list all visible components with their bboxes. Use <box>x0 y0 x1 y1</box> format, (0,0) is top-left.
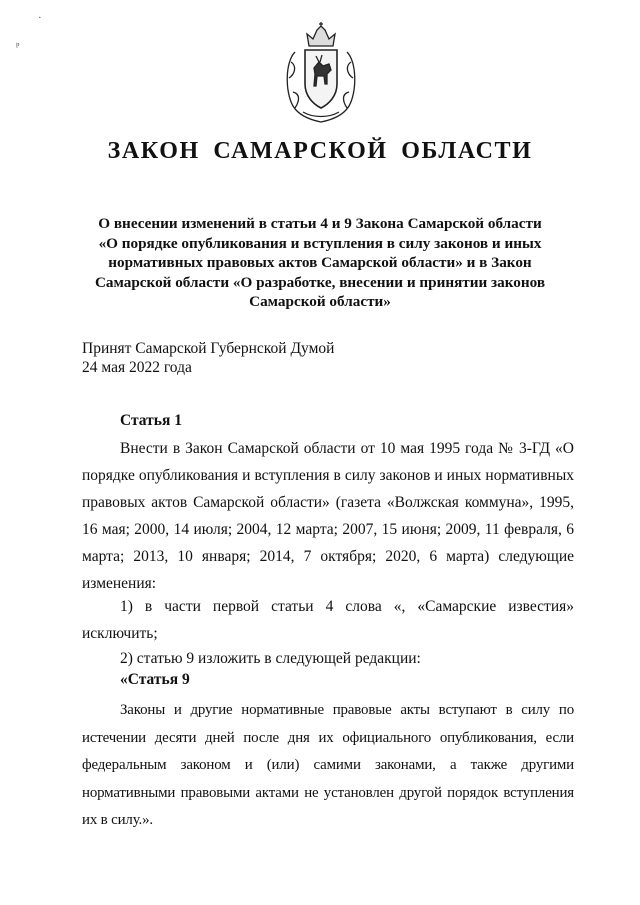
scan-mark: ᵖ <box>16 40 20 52</box>
adopted-by-line: Принят Самарской Губернской Думой <box>82 340 335 357</box>
coat-of-arms-emblem <box>283 22 359 124</box>
law-subtitle: О внесении изменений в статьи 4 и 9 Закона Самарской области «О порядке опубликования и вступления в силу законов и иных нормативных правовых актов Самарской области» и в Закон Самарской области «О разработке, внесении и принятии законов Самарской области» <box>94 215 546 310</box>
law-title: ЗАКОН САМАРСКОЙ ОБЛАСТИ <box>107 138 533 164</box>
scan-mark: · <box>38 12 42 24</box>
article-1-item-2: 2) статью 9 изложить в следующей редакции: <box>120 650 421 667</box>
article-9-text: Законы и другие нормативные правовые акты вступают в силу по истечении десяти дней после дня их официального опубликования, если федеральным законом и (или) самими законами, а также другими нормативными правовыми актами не установлен другой порядок вступления их в силу.». <box>82 702 574 828</box>
article-1-intro-paragraph: Внести в Закон Самарской области от 10 мая 1995 года № 3-ГД «О порядке опубликования и вступления в силу законов и иных нормативных правовых актов Самарской области» (газета «Волжская коммуна», 1995, 16 мая; 2000, 14 июля; 2004, 12 марта; 2007, 15 июня; 2009, 11 февраля, 6 марта; 2013, 10 января; 2014, 7 октября; 2020, 6 марта) следующие изменения: <box>82 440 574 592</box>
article-1-item-1: 1) в части первой статьи 4 слова «, «Самарские известия» исключить; <box>82 598 574 642</box>
article-9-title: «Статья 9 <box>120 671 190 688</box>
article-1-title: Статья 1 <box>120 412 182 429</box>
adopted-date: 24 мая 2022 года <box>82 359 192 376</box>
